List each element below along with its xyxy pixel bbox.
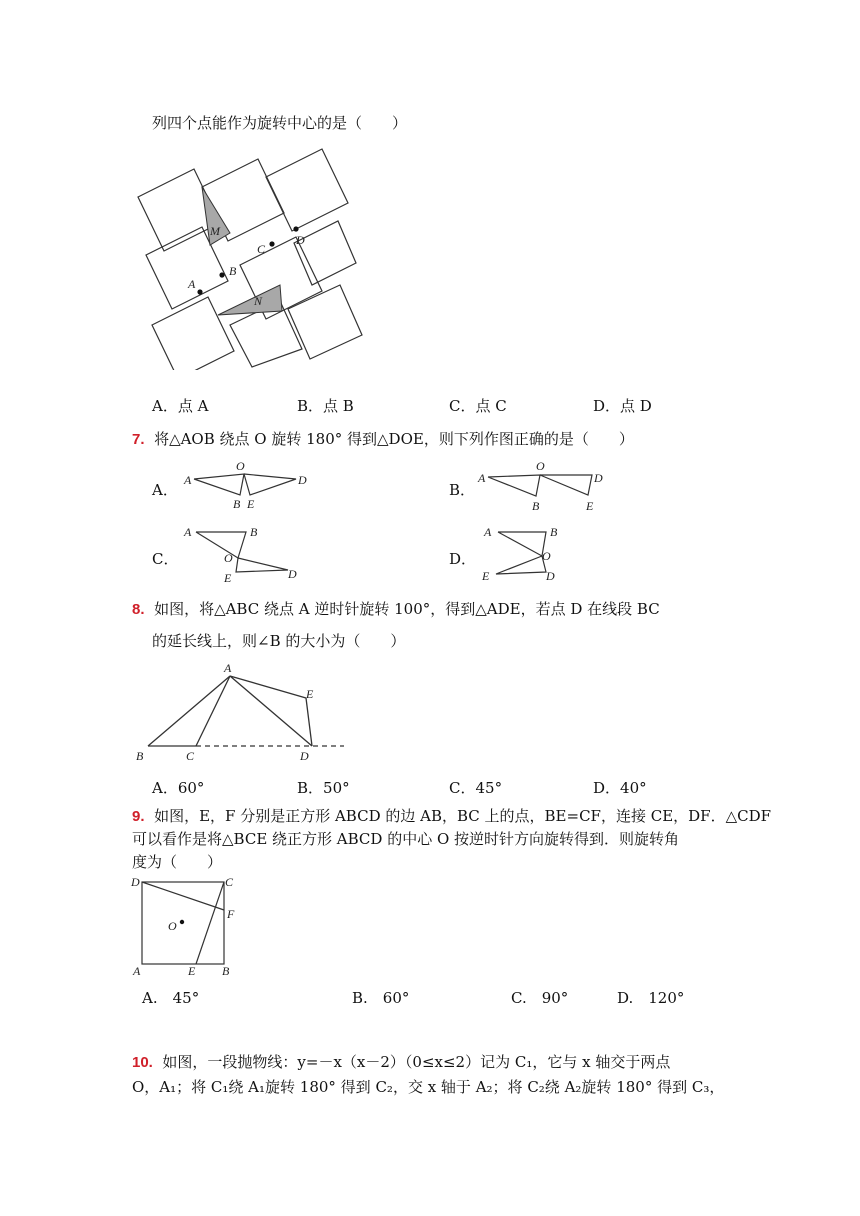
svg-text:A: A (484, 525, 492, 539)
svg-text:E: E (482, 569, 490, 583)
q7-figure-b (474, 458, 614, 516)
svg-text:D: D (288, 567, 297, 581)
svg-text:E: E (586, 499, 594, 513)
svg-text:B: B (532, 499, 540, 513)
q9-option-b: B. 60° (352, 989, 410, 1007)
svg-text:D: D (298, 473, 307, 487)
svg-text:E: E (247, 497, 255, 511)
svg-text:B: B (222, 964, 230, 978)
q9-stem-line3: 度为（ ） (132, 853, 223, 871)
q7-stem (132, 428, 634, 449)
q7-option-d-letter: D． (449, 550, 477, 568)
q6-option-b: B．点 B (297, 397, 354, 415)
q7-stem-text: 将△AOB 绕点 O 旋转 180° 得到△DOE，则下列作图正确的是（ ） (154, 430, 634, 448)
svg-text:A: A (224, 661, 232, 675)
svg-text:A: A (133, 964, 141, 978)
label-d: D (296, 233, 305, 247)
q7-number: 7. (132, 431, 145, 448)
q8-figure (130, 658, 350, 768)
svg-text:B: B (136, 749, 144, 763)
q6-square (266, 149, 348, 231)
triangle-n (218, 285, 282, 315)
q9-stem-line1: 9. 如图，E，F 分别是正方形 ABCD 的边 AB，BC 上的点，BE=CF，连接 CE，DF．△CDF (132, 807, 772, 825)
q6-figure (130, 145, 370, 370)
svg-text:E: E (306, 687, 314, 701)
svg-text:A: A (184, 525, 192, 539)
svg-text:E: E (188, 964, 196, 978)
q6-square (288, 285, 362, 359)
point-a (197, 289, 202, 294)
q8-stem-line2: 的延长线上，则∠B 的大小为（ ） (152, 632, 406, 650)
q9-number: 9. (132, 808, 145, 825)
q7-option-b-letter: B． (449, 481, 476, 499)
svg-text:C: C (186, 749, 195, 763)
q6-option-c: C．点 C (449, 397, 507, 415)
q9-option-d: D. 120° (617, 989, 685, 1007)
point-d (293, 226, 298, 231)
svg-text:O: O (542, 549, 551, 563)
svg-text:D: D (594, 471, 603, 485)
svg-text:O: O (224, 551, 233, 565)
q10-stem-line1: 10. 如图，一段抛物线：y=－x（x－2）（0≤x≤2）记为 C₁，它与 x 轴交于两点 (132, 1053, 671, 1071)
svg-text:O: O (236, 459, 245, 473)
label-b: B (229, 264, 237, 278)
q7-option-a-letter: A． (152, 481, 178, 499)
q6-option-a: A．点 A (152, 397, 209, 415)
svg-text:O: O (536, 459, 545, 473)
q8-option-a: A．60° (152, 779, 205, 797)
q8-option-d: D．40° (593, 779, 647, 797)
q8-number: 8. (132, 601, 145, 618)
label-m: M (210, 224, 220, 238)
label-c: C (257, 242, 266, 256)
q8-option-b: B．50° (297, 779, 350, 797)
q6-stem-tail: 列四个点能作为旋转中心的是（ ） (152, 114, 408, 132)
svg-text:E: E (224, 571, 232, 584)
svg-text:D: D (546, 569, 555, 583)
q6-option-d: D．点 D (593, 397, 652, 415)
svg-text:O: O (168, 919, 177, 933)
q9-option-a: A. 45° (142, 989, 200, 1007)
q9-figure (130, 872, 242, 980)
svg-text:C: C (225, 875, 234, 889)
q8-stem-line1: 8. 如图，将△ABC 绕点 A 逆时针旋转 100°，得到△ADE，若点 D 在线段 BC (132, 600, 660, 618)
svg-text:A: A (184, 473, 192, 487)
svg-text:B: B (250, 525, 258, 539)
q10-number: 10. (132, 1054, 153, 1071)
q7-figure-a (180, 458, 310, 516)
q7-option-c-letter: C． (152, 550, 179, 568)
svg-text:F: F (227, 907, 235, 921)
point-c (269, 241, 274, 246)
q9-stem-line2: 可以看作是将△BCE 绕正方形 ABCD 的中心 O 按逆时针方向旋转得到．则旋转角 (132, 830, 680, 848)
point-b (219, 272, 224, 277)
svg-text:A: A (478, 471, 486, 485)
q6-square (152, 297, 234, 370)
svg-text:D: D (131, 875, 140, 889)
q10-stem-line2: O，A₁；将 C₁绕 A₁旋转 180° 得到 C₂，交 x 轴于 A₂；将 C₂绕 A₂旋转 180° 得到 C₃， (132, 1078, 725, 1096)
label-a: A (188, 277, 196, 291)
label-n: N (254, 294, 263, 308)
svg-text:B: B (550, 525, 558, 539)
svg-text:B: B (233, 497, 241, 511)
svg-text:D: D (300, 749, 309, 763)
q8-option-c: C．45° (449, 779, 503, 797)
q9-option-c: C. 90° (511, 989, 569, 1007)
q7-figure-d (476, 520, 586, 584)
q7-figure-c (176, 520, 306, 584)
